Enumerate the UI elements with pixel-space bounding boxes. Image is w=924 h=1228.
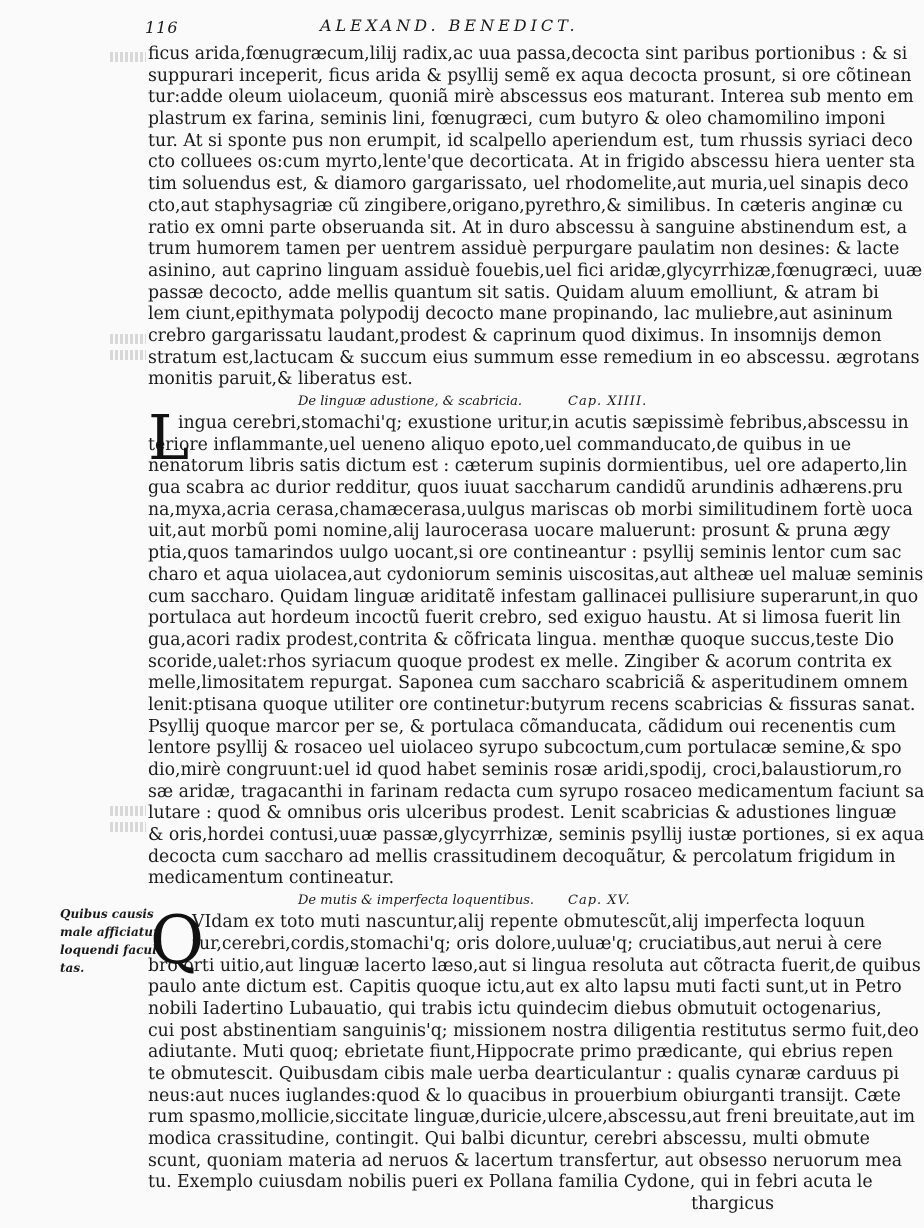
catchword: thargicus: [691, 1194, 774, 1215]
text-line: neus:aut nuces iuglandes:quod & lo quacibus in prouerbium obiurganti transijt. Cæte: [148, 1085, 901, 1106]
text-block: [148, 44, 924, 1216]
text-line: tur:adde oleum uiolaceum, quoniã mirè abscessus eos maturant. Interea sub mento em: [148, 87, 914, 108]
text-line: nobili Iadertino Lubauatio, qui trabis ictu quindecim diebus obmutuit octogenarius,: [148, 998, 882, 1019]
text-line: scunt, quoniam materia ad neruos & lacertum transfertur, aut obsesso neruorum mea: [148, 1150, 903, 1171]
margin-note-line: tas.: [60, 961, 85, 975]
text-line: monitis paruit,& liberatus est.: [148, 369, 413, 390]
chapter-heading-14: [148, 391, 782, 413]
text-line: decocta cum saccharo ad mellis crassitudinem decoquãtur, & percolatum frigidum in: [148, 846, 896, 867]
text-line: plastrum ex farina, seminis lini, fœnugræci, cum butyro & oleo chamomilino imponi: [148, 109, 886, 130]
text-line: te obmutescit. Quibusdam cibis male uerba dearticulantur : qualis cynaræ carduus pi: [148, 1063, 900, 1084]
page-number: 116: [145, 18, 179, 37]
running-title: ALEXAND. BENEDICT.: [320, 16, 579, 35]
drop-cap: Q: [150, 902, 205, 980]
text-line: lutare : quod & omnibus oris ulceribus prodest. Lenit scabricias & adustiones linguæ: [148, 803, 897, 824]
text-line: VIdam ex toto muti nascuntur,alij repente obmutescũt,alij imperfecta loquun: [192, 912, 866, 933]
chapter-number: Cap. XIIII.: [568, 394, 648, 409]
text-line: asinino, aut caprino linguam assiduè fouebis,uel fici aridæ,glycyrrhizæ,fœnugræci, uuæ: [148, 260, 923, 281]
text-line: charo et aqua uiolacea,aut cydoniorum seminis uiscositas,aut altheæ uel maluæ seminis: [148, 564, 924, 585]
chapter-title: De mutis & imperfecta loquentibus.: [298, 893, 535, 909]
text-line: bro orti uitio,aut linguæ lacerto læso,aut si lingua resoluta aut cõtracta fuerit,de quibus: [148, 955, 921, 976]
text-line: tur. At si sponte pus non erumpit, id scalpello aperiendum est, tum rhussis syriaci deco: [148, 130, 913, 151]
bleed-through-mark: [110, 52, 146, 62]
text-line: suppurari inceperit, ficus arida & psyllij semẽ ex aqua decocta prosunt, si ore cõtinean: [148, 65, 912, 86]
bleed-through-mark: [110, 822, 146, 832]
text-line: rum spasmo,mollicie,siccitate linguæ,duricie,ulcere,abscessu,aut freni breuitate,aut im: [148, 1107, 916, 1128]
text-line: tur,cerebri,cordis,stomachi'q; oris dolore,uuluæ'q; cruciatibus,aut nerui à cere: [192, 933, 882, 954]
text-line: passæ decocto, adde mellis quantum sit satis. Quidam aluum emolliunt, & atram bi: [148, 282, 879, 303]
paragraph-1: [148, 44, 923, 391]
text-line: modica crassitudine, contingit. Qui balbi dicuntur, cerebri abscessu, multi obmute: [148, 1129, 870, 1149]
margin-note: [60, 905, 160, 977]
text-line: ptia,quos tamarindos uulgo uocant,si ore contineantur : psyllij seminis lentor cum sac: [148, 543, 902, 564]
page-header: [145, 14, 785, 40]
text-line: teriore inflammante,uel ueneno aliquo epoto,uel commanducato,de quibus in ue: [148, 434, 852, 455]
text-line: lenit:ptisana quoque utiliter ore continetur:butyrum recens scabricias & fissuras sanat.: [148, 694, 916, 715]
text-line: ratio ex omni parte obseruanda sit. At in duro abscessu à sanguine abstinendum est, a: [148, 217, 908, 238]
text-line: paulo ante dictum est. Capitis quoque ictu,aut ex alto lapsu muti facti sunt,ut in Petro: [148, 977, 902, 998]
margin-note-line: Quibus causis: [60, 907, 154, 921]
text-line: gua,acori radix prodest,contrita & cõfricata lingua. menthæ quoque succus,teste Dio: [148, 629, 894, 650]
text-line: adiutante. Muti quoq; ebrietate fiunt,Hippocrate primo prædicante, qui ebrius repen: [148, 1042, 894, 1063]
text-line: cto,aut staphysagriæ cũ zingibere,origano,pyrethro,& similibus. In cæteris anginæ cu: [148, 195, 903, 216]
text-line: ingua cerebri,stomachi'q; exustione uritur,in acutis sæpissimè febribus,abscessu in: [178, 413, 909, 433]
margin-note-line: loquendi facul: [60, 943, 157, 957]
text-line: crebro gargarissatu laudant,prodest & caprinum quod diximus. In insomnijs demon: [148, 325, 882, 346]
text-line: trum humorem tamen per uentrem assiduè perpurgare paulatim non desines: & lacte: [148, 239, 900, 260]
text-line: lem ciunt,epithymata polypodij decocto mane propinando, lac muliebre,aut asininum: [148, 304, 893, 325]
text-line: scoride,ualet:rhos syriacum quoque prodest ex melle. Zingiber & acorum contrita ex: [148, 651, 892, 672]
chapter-title: De linguæ adustione, & scabricia.: [298, 394, 523, 409]
text-line: & oris,hordei contusi,uuæ passæ,glycyrrhizæ, seminis psyllij iustæ portiones, si ex aqua: [148, 825, 924, 846]
text-line: gua scabra ac durior redditur, quos iuuat saccharum candidũ arundinis adhærens.pru: [148, 478, 903, 499]
text-line: ficus arida,fœnugræcum,lilij radix,ac uua passa,decocta sint paribus portionibus : & si: [148, 44, 908, 64]
text-line: dio,mirè congruunt:uel id quod habet seminis rosæ aridi,spodij, croci,balaustiorum,ro: [148, 760, 902, 780]
text-line: uit,aut morbũ pomi nomine,alij laurocerasa uocare maluerunt: prosunt & pruna ægy: [148, 521, 891, 542]
bleed-through-mark: [110, 334, 146, 344]
drop-cap: L: [148, 401, 190, 474]
text-line: tu. Exemplo cuiusdam nobilis pueri ex Pollana familia Cydone, qui in febri acuta le: [148, 1172, 873, 1193]
text-line: cto colluees os:cum myrto,lente'que decorticata. At in frigido abscessu hiera uenter sta: [148, 152, 916, 173]
text-line: portulaca aut hordeum incoctũ fuerit crebro, sed exiguo haustu. At si limosa fuerit lin: [148, 608, 901, 629]
chapter-number: Cap. XV.: [568, 893, 631, 909]
text-line: sæ aridæ, tragacanthi in farinam redacta cum syrupo rosaceo medicamentum faciunt sa: [148, 781, 924, 802]
bleed-through-mark: [110, 806, 146, 816]
text-line: na,myxa,acria cerasa,chamæcerasa,uulgus mariscas ob morbi similitudinem fortè uoca: [148, 499, 913, 520]
chapter-heading-15: [148, 890, 782, 912]
margin-note-line: male afficiatur: [60, 925, 160, 939]
paragraph-3: [148, 902, 921, 1216]
text-line: lentore psyllij & rosaceo uel uiolaceo syrupo subcoctum,cum portulacæ semine,& spo: [148, 738, 902, 759]
text-line: nenatorum libris satis dictum est : cæterum supinis dormientibus, uel ore adaperto,lin: [148, 456, 908, 477]
bleed-through-mark: [110, 350, 146, 360]
text-line: tim soluendus est, & diamoro gargarissato, uel rhodomelite,aut muria,uel sinapis deco: [148, 174, 909, 195]
text-line: Psyllij quoque marcor per se, & portulaca cõmanducata, cãdidum oui recenentis cum: [148, 716, 897, 737]
text-line: medicamentum contineatur.: [148, 868, 395, 889]
text-line: melle,limositatem repurgat. Saponea cum saccharo scabriciã & asperitudinem omnem: [148, 673, 908, 694]
text-line: cui post abstinentiam sanguinis'q; missionem nostra diligentia restitutus sermo fuit,deo: [148, 1020, 919, 1041]
text-line: cum saccharo. Quidam linguæ ariditatẽ infestam gallinacei pullisiure superarunt,in quo: [148, 586, 919, 607]
text-line: stratum est,lactucam & succum eius summum esse remedium in eo abscessu. ægrotans: [148, 347, 920, 368]
